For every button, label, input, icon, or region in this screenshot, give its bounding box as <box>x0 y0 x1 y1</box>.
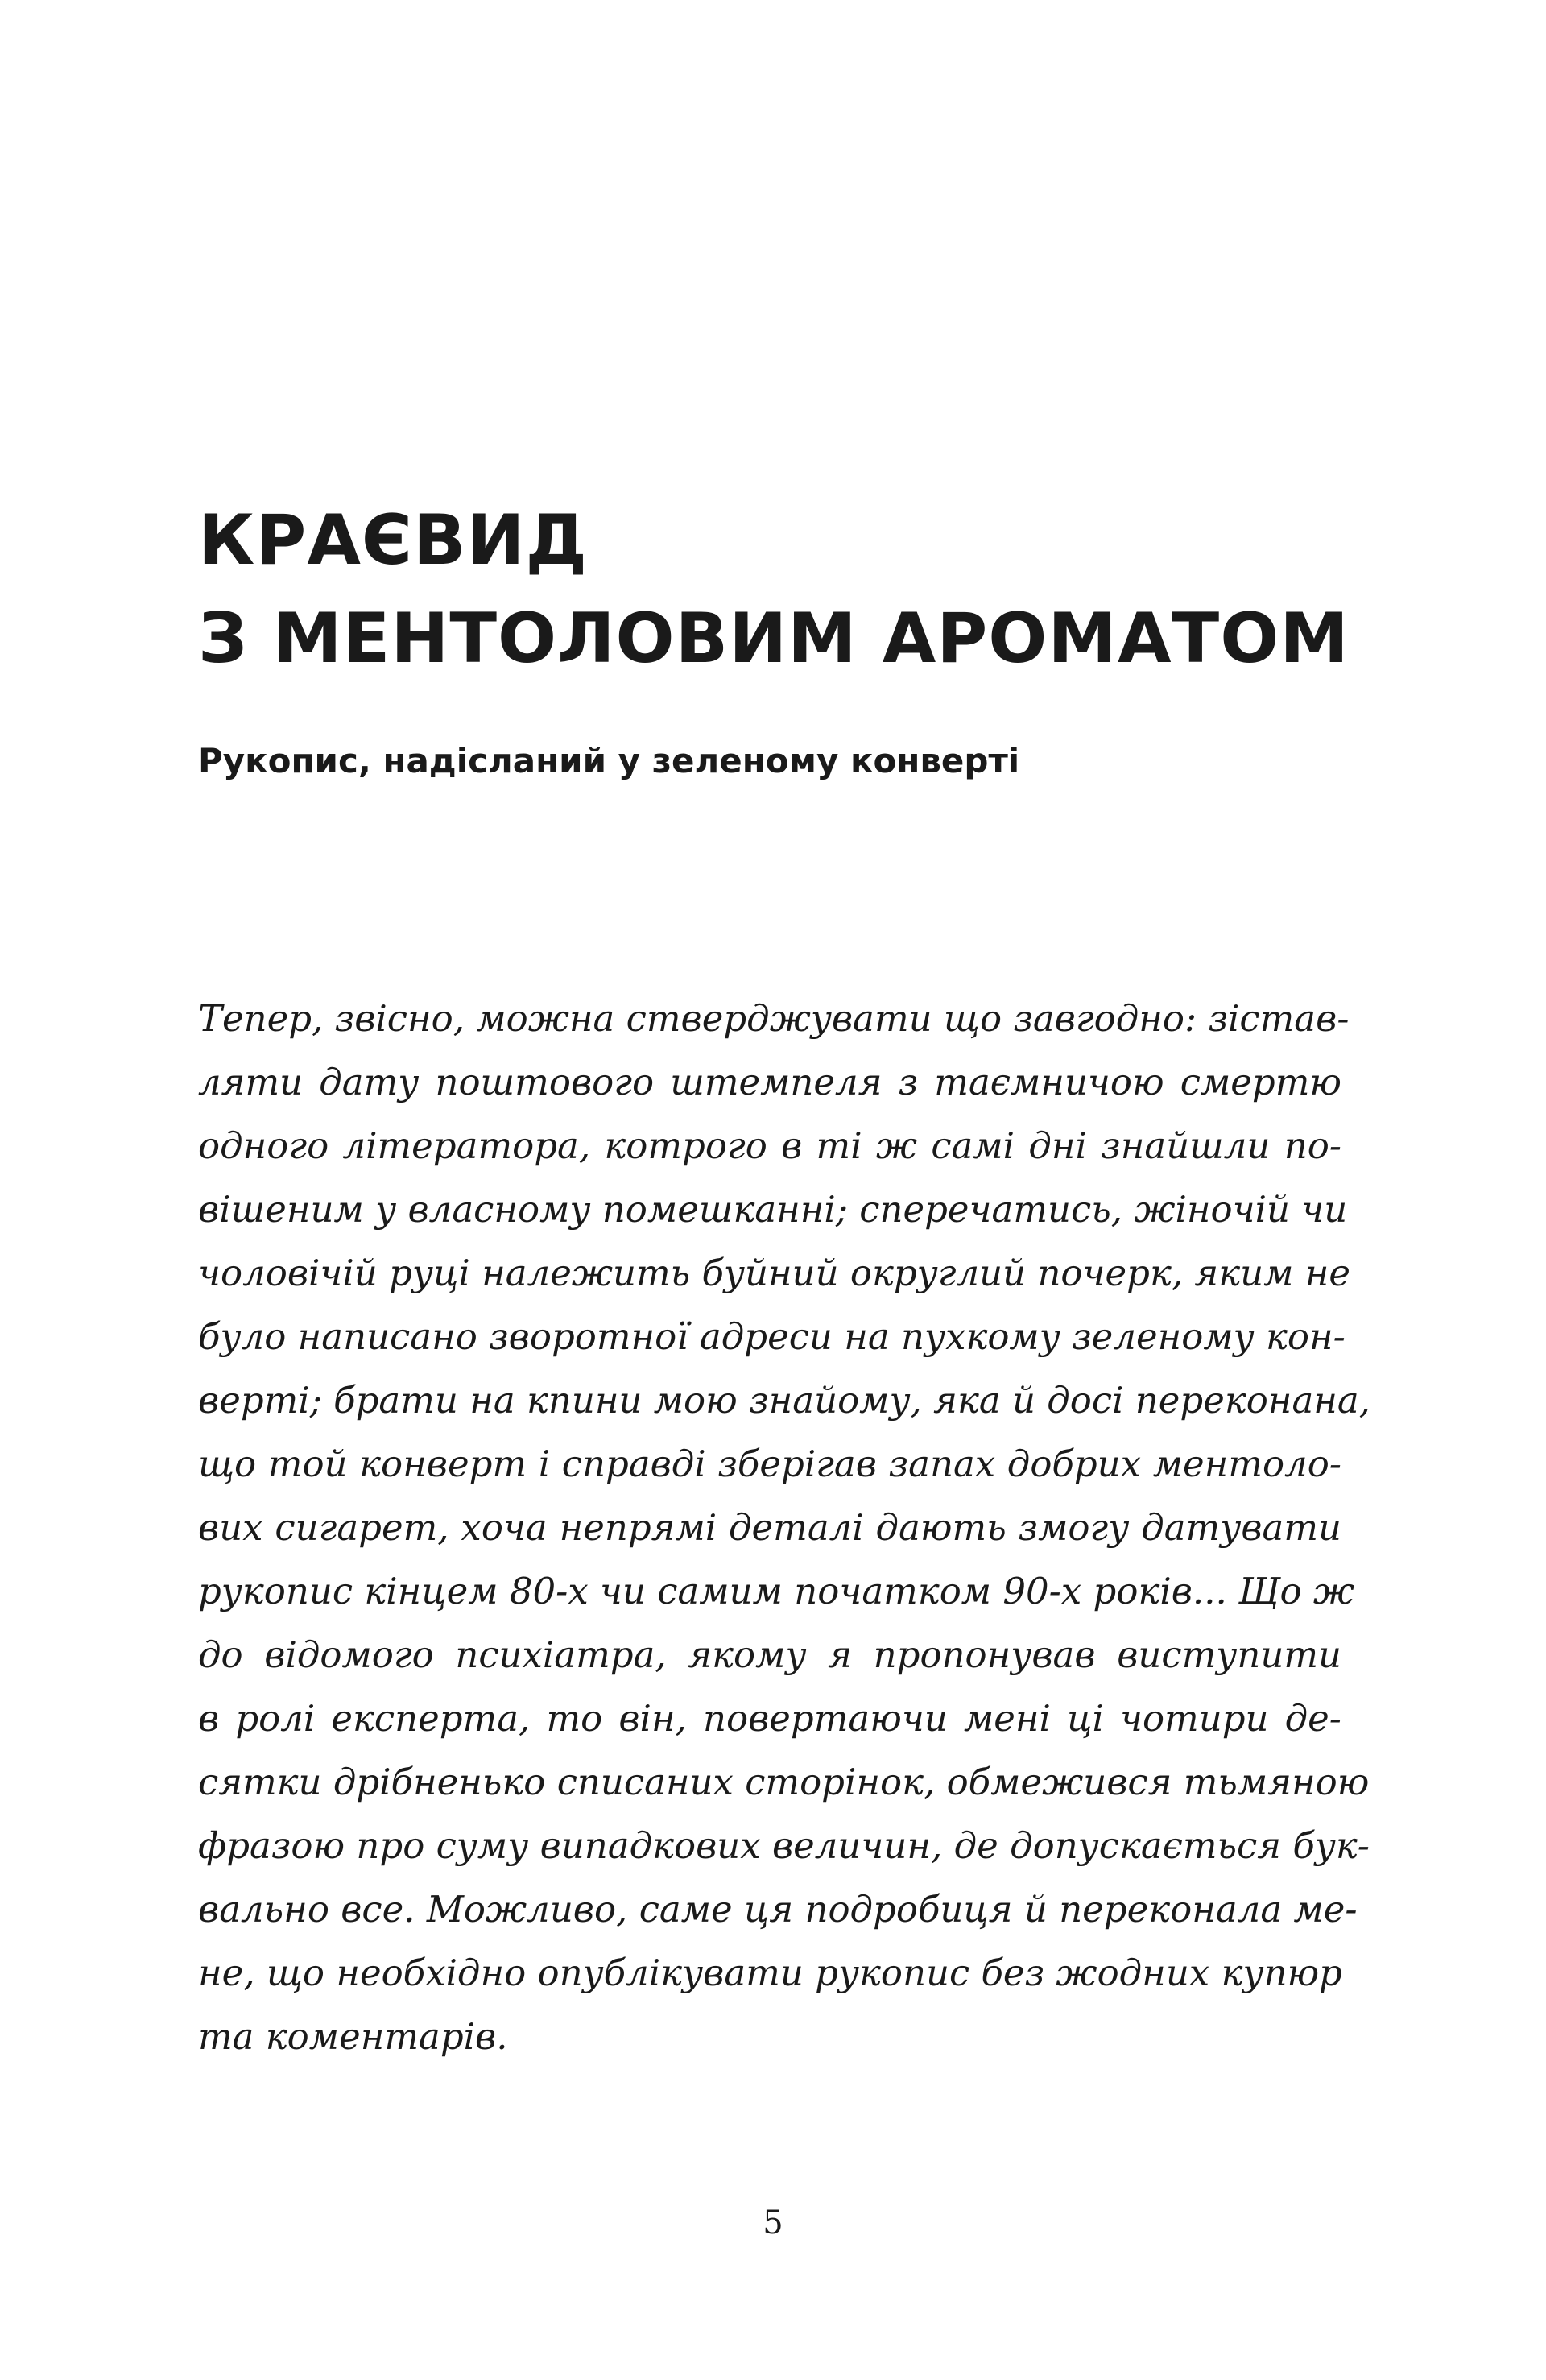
paragraph-line: чоловічій руці належить буйний округлий почерк, яким не <box>198 1252 1350 1294</box>
paragraph-line: в ролі експерта, то він, повертаючи мені ці чотири де- <box>198 1697 1341 1740</box>
intro-paragraph <box>198 987 1371 2068</box>
paragraph-line: верті; брати на кпини мою знайому, яка й досі переконана, <box>198 1379 1371 1422</box>
paragraph-line: не, що необхідно опублікувати рукопис без жодних купюр <box>198 1952 1342 1994</box>
paragraph-line: сятки дрібненько списаних сторінок, обмежився тьмяною <box>198 1761 1370 1803</box>
paragraph-line: одного літератора, котрого в ті ж самі дні знайшли по- <box>198 1124 1341 1167</box>
paragraph-line: вішеним у власному помешканні; сперечатись, жіночій чи <box>198 1188 1348 1231</box>
chapter-title-line: З МЕНТОЛОВИМ АРОМАТОМ <box>198 598 1350 679</box>
paragraph-line: фразою про суму випадкових величин, де допускається бук- <box>198 1824 1370 1867</box>
paragraph-line: вих сигарет, хоча непрямі деталі дають змогу датувати <box>198 1506 1341 1549</box>
paragraph-line: було написано зворотної адреси на пухкому зеленому кон- <box>198 1315 1346 1358</box>
paragraph-line: ляти дату поштового штемпеля з таємничою смертю <box>198 1061 1341 1103</box>
paragraph-line: Тепер, звісно, можна стверджувати що завгодно: зістав- <box>198 997 1350 1040</box>
paragraph-line: вально все. Можливо, саме ця подробиця й переконала ме- <box>198 1888 1358 1931</box>
chapter-title-line: КРАЄВИД <box>198 500 589 581</box>
paragraph-line: рукопис кінцем 80-х чи самим початком 90-х років... Що ж <box>198 1570 1355 1612</box>
page-number: 5 <box>763 2204 783 2241</box>
paragraph-line: та коментарів. <box>198 2015 508 2058</box>
chapter-subtitle: Рукопис, надісланий у зеленому конверті <box>198 741 1020 780</box>
paragraph-line: що той конверт і справді зберігав запах добрих ментоло- <box>198 1442 1341 1485</box>
paragraph-line: до відомого психіатра, якому я пропонував виступити <box>198 1633 1341 1676</box>
chapter-title <box>198 491 1350 688</box>
